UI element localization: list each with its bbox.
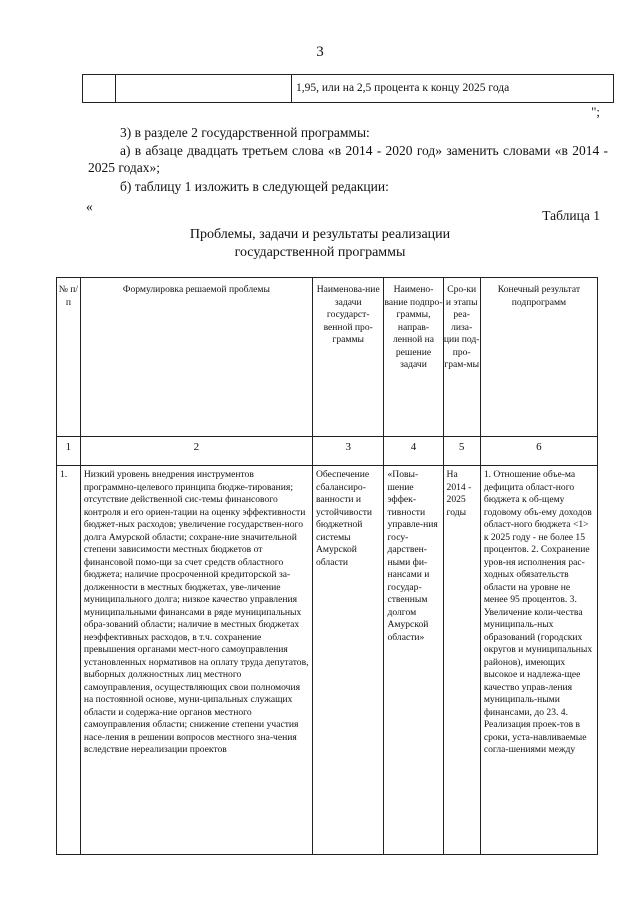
header-cell-period: Сро-ки и этапы реа-лиза-ции под-про-грам-мы	[443, 278, 480, 437]
column-number: 2	[80, 437, 312, 466]
header-cell-subprogram: Наимено-вание подпро-граммы, направ-ленной на решение задачи	[384, 278, 443, 437]
problem-text: Низкий уровень внедрения инструментов программно-целевого принципа бюдже-тирования; отсутствие действенной сис-темы финансового контроля и его ориен-тации на оценку эффективности бюджет-ных расходов; увеличение государствен-ного долга Амурской области; сохране-ние значительной степени зависимости местных бюджетов от финансовой помо-щи за счет средств областного бюджета; наличие просроченной кредиторской за-долженности в местных бюджетах, уве-личение муниципального долга; низкое качество управления муниципальными финансами в ряде муниципальных обра-зований области; наличие в местных бюджетах неэффективных расходов, в т.ч. сохранение превышения органами мест-ного самоуправления установленных нормативов на оплату труда депутатов, выборных должностных лиц местного самоуправления, осуществляющих свои полномочия на постоянной основе, муни-ципальных служащих области и содержа-ние органов местного самоуправления области; снижение степени участия насе-ления в решении вопросов местного зна-чения вследствие нереализации проектов	[80, 466, 312, 855]
subprogram-text: «Повы-шение эффек-тивности управле-ния госу-дарствен-ными фи-нансами и государ-ственным долгом Амурской области»	[384, 466, 443, 855]
column-number: 4	[384, 437, 443, 466]
header-cell-result: Конечный результат подпрограмм	[480, 278, 597, 437]
column-number: 5	[443, 437, 480, 466]
period-text: На 2014 - 2025 годы	[443, 466, 480, 855]
result-text: 1. Отношение объе-ма дефицита област-ного бюджета к об-щему годовому объ-ему доходов област-ного бюджета <1> к 2025 году - не более 15 процентов. 2. Сохранение уров-ня исполнения рас-ходных обязательств области на уровне не менее 95 процентов. 3. Увеличение коли-чества муниципаль-ных образований (городских округов и муниципальных районов), имеющих высокое и надлежа-щее качество управ-ления муниципаль-ными финансами, до 23. 4. Реализация проек-тов в сроки, уста-навливаемые согла-шениями между	[480, 466, 597, 855]
empty-cell	[83, 75, 116, 103]
row-number: 1.	[57, 466, 81, 855]
continued-table-fragment	[82, 74, 614, 103]
empty-cell	[116, 75, 292, 103]
problems-table	[56, 277, 598, 855]
table-header-row	[57, 278, 598, 437]
header-cell-problem: Формулировка решаемой проблемы	[80, 278, 312, 437]
header-cell-task: Наименова-ние задачи государст-венной про-граммы	[312, 278, 384, 437]
table-title-line2: государственной программы	[234, 245, 406, 260]
paragraph-item-b: б) таблицу 1 изложить в следующей редакции:	[120, 179, 389, 194]
column-number: 1	[57, 437, 81, 466]
header-cell-number: № п/п	[57, 278, 81, 437]
table-title-line1: Проблемы, задачи и результаты реализации	[189, 227, 451, 242]
column-number: 3	[312, 437, 384, 466]
paragraph-item-a: а) в абзаце двадцать третьем слова «в 2014 - 2020 год» заменить словами «в 2014 - 2025 годах»;	[88, 143, 608, 175]
table-cell	[292, 75, 614, 103]
closing-quote: ";	[591, 104, 600, 119]
task-text: Обеспечение сбалансиро-ванности и устойчивости бюджетной системы Амурской области	[312, 466, 384, 855]
column-number-row	[57, 437, 598, 466]
table-row	[57, 466, 598, 855]
table-label: Таблица 1	[542, 208, 600, 223]
column-number: 6	[480, 437, 597, 466]
paragraph-item-3: 3) в разделе 2 государственной программы:	[120, 125, 370, 140]
cell-text: 1,95, или на 2,5 процента к концу 2025 года	[296, 82, 510, 94]
opening-quote: «	[86, 199, 93, 214]
page-number: 3	[316, 44, 324, 60]
